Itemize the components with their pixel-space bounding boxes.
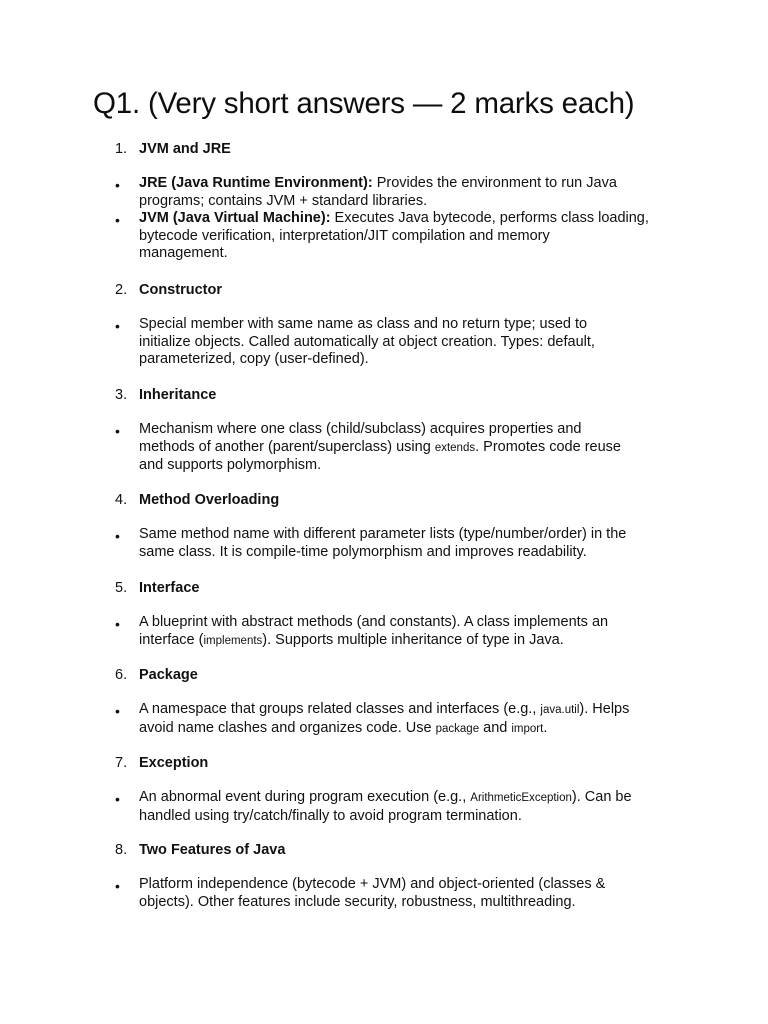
question-number: 7. bbox=[115, 755, 128, 771]
question-heading: Two Features of Java bbox=[139, 842, 286, 858]
bullet-icon: • bbox=[115, 212, 120, 228]
question-number: 1. bbox=[115, 141, 128, 157]
bullet-text: An abnormal event during program execution (e.g., ArithmeticException). Can be handled using try/catch/finally to avoid program termination. bbox=[139, 789, 632, 824]
question-number: 6. bbox=[115, 667, 128, 683]
bullet-text: Platform independence (bytecode + JVM) and object-oriented (classes & objects). Other features include security, robustness, multithreading. bbox=[139, 876, 606, 910]
bullet-text: Same method name with different parameter lists (type/number/order) in the same class. It is compile-time polymorphism and improves readability. bbox=[139, 526, 627, 560]
bullet-icon: • bbox=[115, 791, 120, 807]
inline-code: import bbox=[511, 722, 544, 735]
term-label: JVM (Java Virtual Machine): bbox=[139, 210, 331, 226]
question-heading: Interface bbox=[139, 580, 200, 596]
inline-code: package bbox=[435, 722, 480, 735]
bullet-text: JVM (Java Virtual Machine): Executes Java bytecode, performs class loading, bytecode verification, interpretation/JIT compilation and memory management. bbox=[139, 210, 649, 261]
bullet-icon: • bbox=[115, 616, 120, 632]
term-label: JRE (Java Runtime Environment): bbox=[139, 175, 373, 191]
question-heading: Method Overloading bbox=[139, 492, 280, 508]
bullet-icon: • bbox=[115, 177, 120, 193]
question-heading: JVM and JRE bbox=[139, 141, 231, 157]
question-heading: Package bbox=[139, 667, 198, 683]
inline-code: java.util bbox=[540, 704, 580, 716]
question-heading: Exception bbox=[139, 755, 209, 771]
question-number: 2. bbox=[115, 282, 128, 298]
page-title: Q1. (Very short answers — 2 marks each) bbox=[93, 87, 635, 120]
inline-code: ArithmeticException bbox=[470, 792, 572, 804]
question-number: 8. bbox=[115, 842, 128, 858]
bullet-text: Special member with same name as class and no return type; used to initialize objects. Called automatically at object creation. Types: default, parameterized, copy (user-defined). bbox=[139, 316, 595, 367]
bullet-icon: • bbox=[115, 528, 120, 544]
question-number: 5. bbox=[115, 580, 128, 596]
bullet-icon: • bbox=[115, 423, 120, 439]
inline-code: extends bbox=[434, 441, 476, 454]
bullet-text: JRE (Java Runtime Environment): Provides the environment to run Java programs; contains JVM + standard libraries. bbox=[139, 175, 617, 209]
bullet-text: A namespace that groups related classes and interfaces (e.g., java.util). Helps avoid name clashes and organizes code. Use package and import. bbox=[139, 701, 630, 736]
question-heading: Inheritance bbox=[139, 387, 217, 403]
bullet-icon: • bbox=[115, 703, 120, 719]
bullet-text: A blueprint with abstract methods (and constants). A class implements an interface (implements). Supports multiple inheritance of type in Java. bbox=[139, 614, 609, 648]
bullet-icon: • bbox=[115, 318, 120, 334]
bullet-icon: • bbox=[115, 878, 120, 894]
question-number: 4. bbox=[115, 492, 128, 508]
inline-code: implements bbox=[203, 634, 263, 647]
question-heading: Constructor bbox=[139, 282, 222, 298]
question-number: 3. bbox=[115, 387, 128, 403]
bullet-text: Mechanism where one class (child/subclass) acquires properties and methods of another (parent/superclass) using extends. Promotes code reuse and supports polymorphism. bbox=[139, 421, 621, 473]
